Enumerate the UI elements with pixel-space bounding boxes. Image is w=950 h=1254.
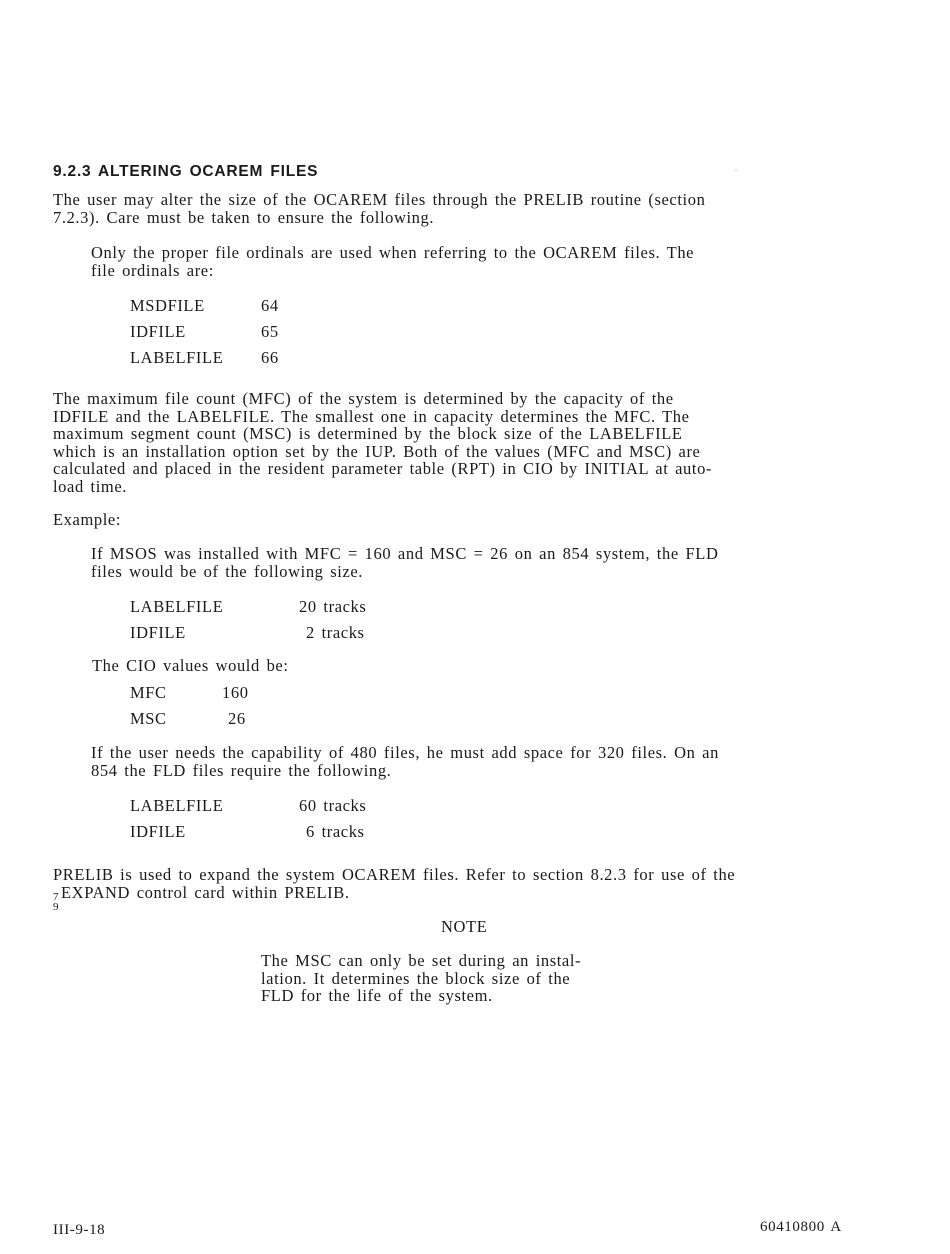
size-value: 20 tracks <box>299 597 367 616</box>
ordinal-name: MSDFILE <box>130 296 205 315</box>
note-title: NOTE <box>441 917 488 936</box>
prelib-line-2: EXPAND control card within PRELIB. <box>61 882 350 902</box>
capability-line-2: 854 the FLD files require the following. <box>91 760 392 780</box>
control-card-row-9: 9 <box>53 900 60 913</box>
note-body <box>261 952 581 1005</box>
example-line-1: If MSOS was installed with MFC = 160 and MSC = 26 on an 854 system, the FLD <box>91 544 719 563</box>
example-label: Example: <box>53 510 122 529</box>
ordinals-line-1: Only the proper file ordinals are used when referring to the OCAREM files. The <box>91 243 695 262</box>
mfc-line: The maximum file count (MFC) of the system is determined by the capacity of the <box>53 389 674 408</box>
mfc-line: IDFILE and the LABELFILE. The smallest one in capacity determines the MFC. The <box>53 406 690 426</box>
control-card-row-7: 7 <box>53 890 60 903</box>
ordinal-name: IDFILE <box>130 322 186 341</box>
page-number: III-9-18 <box>53 1222 106 1238</box>
prelib-line-1: PRELIB is used to expand the system OCAREM files. Refer to section 8.2.3 for use of the <box>53 865 736 884</box>
note-line: lation. It determines the block size of the <box>261 968 571 988</box>
size-value: 6 tracks <box>306 822 365 841</box>
note-line: FLD for the life of the system. <box>261 986 493 1005</box>
document-number: 60410800 A <box>760 1219 842 1235</box>
mfc-line: load time. <box>53 476 127 496</box>
ordinal-value: 64 <box>261 296 279 315</box>
example-paragraph <box>91 545 718 580</box>
prelib-line-2-wrap <box>53 882 735 913</box>
cio-value: 26 <box>228 709 246 728</box>
size-name: LABELFILE <box>130 597 224 616</box>
size-name: LABELFILE <box>130 796 224 815</box>
ordinal-value: 65 <box>261 322 279 341</box>
ordinal-value: 66 <box>261 348 279 367</box>
prelib-paragraph <box>53 865 736 913</box>
capability-line-1: If the user needs the capability of 480 files, he must add space for 320 files. On an <box>91 743 719 762</box>
mfc-line: calculated and placed in the resident parameter table (RPT) in CIO by INITIAL at auto- <box>53 459 713 478</box>
size-value: 60 tracks <box>299 796 367 815</box>
size-value: 2 tracks <box>306 623 365 642</box>
scan-speck <box>735 170 737 171</box>
mfc-line: which is an installation option set by the IUP. Both of the values (MFC and MSC) are <box>53 441 701 461</box>
size-name: IDFILE <box>130 822 186 841</box>
size-name: IDFILE <box>130 623 186 642</box>
ordinal-name: LABELFILE <box>130 348 224 367</box>
ordinals-line-2: file ordinals are: <box>91 260 214 280</box>
cio-label: The CIO values would be: <box>92 656 289 675</box>
mfc-paragraph <box>53 390 712 495</box>
intro-paragraph <box>53 191 705 226</box>
capability-paragraph <box>91 744 719 779</box>
section-heading: 9.2.3 ALTERING OCAREM FILES <box>53 163 319 180</box>
cio-value: 160 <box>222 683 249 702</box>
note-line: The MSC can only be set during an instal- <box>261 951 582 970</box>
example-line-2: files would be of the following size. <box>91 561 364 581</box>
ordinals-paragraph <box>91 244 694 279</box>
mfc-line: maximum segment count (MSC) is determined by the block size of the LABELFILE <box>53 424 683 443</box>
cio-name: MSC <box>130 709 167 728</box>
cio-name: MFC <box>130 683 167 702</box>
intro-line-1: The user may alter the size of the OCAREM files through the PRELIB routine (section <box>53 190 706 209</box>
intro-line-2: 7.2.3). Care must be taken to ensure the following. <box>53 207 435 227</box>
